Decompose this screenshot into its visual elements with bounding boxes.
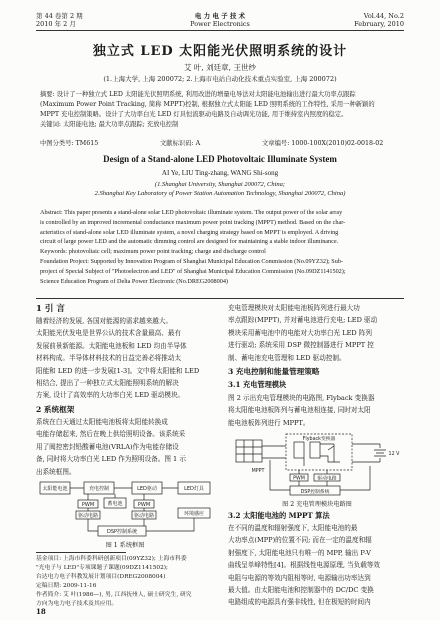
- keywords-cn: 关键词: 太阳能电池; 最大功率点跟踪; 充放电控制: [40, 121, 179, 128]
- footnotes: 基金项目: 上海市科委科研创新项目(09YZ32); 上海市科委 "光电子与 LED"专项课题子课题(09DZ1141502); 台达电力电子科教发展计划项目(DREG2008004) 定稿日期: 2009-11-16 作者简介: 艾 叶(1986—), 男, 江西抚州人, 硕士研究生, 研究 方向为电力电子技术及其应用。: [36, 556, 192, 607]
- fig1-dsp-label: DSP控制系统: [106, 529, 138, 535]
- paper-title-cn: 独立式 LED 太阳能光伏照明系统的设计: [92, 44, 348, 59]
- figure1-system-diagram: [38, 478, 214, 538]
- fig1-pwm2-label: PWM: [137, 502, 151, 508]
- authors-en: AI Ye, LIU Ting-zhang, WANG Shi-song: [161, 169, 279, 177]
- fig1-battery-label: 蓄电池: [107, 501, 123, 507]
- section2-text: 系统在白天通过太阳能电池板将太阳能转换成 电能存储起来, 然后在晚上供给照明设备。该系统采 用了阀控密封铅酸蓄电池(VRLA)作为电能存储设 备, 同时将大功率白光 LED 作为照明设备。图 1 示 出系统框图。: [36, 418, 186, 476]
- section3-title: 3 充电控制和能量管理策略: [228, 367, 320, 376]
- keywords-en: Keywords: photovoltaic cell; maximum power point tracking; charge and discharge control: [40, 248, 266, 256]
- fig2-pwm-label: PWM: [293, 476, 305, 482]
- fig2-mppt-label: MPPT: [251, 469, 265, 474]
- fig2-flyback-label: Flyback变换器: [302, 437, 336, 442]
- fig1-drive2-label: 驱动电路: [133, 513, 155, 519]
- abstract-rule: [36, 298, 404, 299]
- section1-text: 随着经济的发展, 各国对能源的需求越来越大。 太阳能光伏发电是世界公认的技术含量最高、最有 发展前景新能源。太阳能电池板和 LED 均由半导体 材料构成。半导体材料技术的日益完善必将推动太 阳能和 LED 的进一步发展[1-3]。文中将太阳能和 LED 相结合, 提出了一种独立式太阳能照明系统的解决 方案, 设计了高效率的大功率白光 LED 驱动模块。: [36, 317, 200, 400]
- authors-cn: 艾 叶, 刘廷章, 王世纱: [184, 63, 256, 72]
- right-intro-text: 充电管理模块对太阳能电池板阵列进行最大功 率点跟踪(MPPT), 并对蓄电池进行充电; LED 驱动 模块采用蓄电池中的电能对大功率白光 LED 阵列 进行驱动; 系统采用 DSP 微控制器进行 MPPT 控 制、蓄电池充电管理和 LED 驱动控制。: [228, 304, 378, 362]
- fig2-vout-label: 12 V: [388, 452, 400, 457]
- section32-title: 3.2 太阳能电池的 MPPT 算法: [228, 511, 330, 520]
- fig2-battery-icon: [374, 450, 386, 456]
- classification: 中图分类号: TM615: [40, 140, 99, 147]
- fig2-drive-label: 驱动电路: [317, 476, 337, 482]
- section32-text: 在不同的温度和辐射强度下, 太阳能电池的最 大功率点(MPP)的位置不同; 而在一定的温度和辐 射强度下, 太阳能电池只有唯一的 MPP, 输出 P-V 曲线呈单峰特性[4]。根据线性电源原理, 当负载等效 电阻与电源的等效内阻相等时, 电源输出功率达到 最大值。由太阳能电池和控制器中的 DC/DC 变换 电路组成的电源具有强非线性, 但在极短的时间内: [228, 524, 380, 607]
- journal-volume: Vol.44, No.2 February, 2010: [354, 12, 404, 28]
- fig2-dsp-label: DSP控制系统: [300, 490, 330, 495]
- header-rule: [36, 30, 404, 31]
- fig2-transformer-primary: [294, 442, 304, 458]
- affiliation-cn: (1.上海大学, 上海 200072; 2.上海市电站自动化技术重点实验室, 上海 200072): [103, 75, 337, 83]
- fig1-led-drive-label: LED驱动: [137, 486, 157, 492]
- doc-code: 文献标识码: A: [160, 140, 201, 147]
- fig1-drive1-label: 驱动电路: [77, 513, 99, 519]
- abstract-cn: 摘要: 设计了一种独立式 LED 太阳能光伏照明系统, 利用改进的增量电导法对太阳能电池输出进行最大功率点跟踪 (Maximum Power Point Tracking, 简称 MPPT)控制, 根据独立式太阳能 LED 照明系统的工作特性, 采用一种新颖的 MPPT 充电控制策略。设计了大功率白光 LED 灯具恒流驱动电路及自动调光功能, 用于维持室内照度的稳定。 关键词: 太阳能电池; 最大功率点跟踪; 充放电控制: [40, 90, 400, 130]
- fig1-pwm1-label: PWM: [81, 502, 95, 508]
- page-number: 18: [36, 607, 46, 616]
- fig1-solar-label: 太阳能电池: [42, 486, 68, 492]
- section1-title: 1 引 言: [36, 304, 65, 314]
- section31-title: 3.1 充电管理模块: [228, 380, 287, 389]
- figure1-caption: 图 1 系统框图: [105, 542, 145, 549]
- abstract-en: Abstract: This paper presents a stand-alone solar LED photovoltaic illuminate system. The output power of the solar array is controlled by an improved incremental conductance maximum power point tracking (MPPT) method. Based on the char- acteristics of stand-alone solar LED illuminate system, a novel charging strategy based on MPPT is employed. A driving circuit of large power LED and the automatic dimming control are designed for maintaining a stable indoor illuminance. Keywords: photovoltaic cell; maximum power point tracking; charge and discharge control Foundation Project: Supported by Innovation Program of Shanghai Municipal Education Commission (No.09YZ32); Sub- project of Special Subject of "Photoelectron and LED" of Shanghai Municipal Education Commission (No.09DZ1141502); Science Education Program of Delta Power Electronic (No.DREG2008004): [40, 208, 400, 286]
- fig1-env-label: 环境感应: [183, 511, 205, 517]
- fig2-output-wires: [352, 444, 380, 462]
- section2-title: 2 系统框架: [36, 405, 75, 414]
- figure2-charge-circuit: [230, 432, 406, 498]
- affiliation-en-2: 2.Shanghai Key Laboratory of Power Station Automation Technology, Shanghai 200072, China): [94, 190, 346, 197]
- journal-name: 电 力 电 子 技 术 Power Electronics: [190, 12, 250, 28]
- journal-issue: 第 44 卷第 2 期 2010 年 2 月: [36, 12, 83, 28]
- fig2-solar-panel-icon: [236, 440, 262, 462]
- affiliation-en-1: (1.Shanghai University, Shanghai 200072, China;: [154, 181, 286, 188]
- figure2-caption: 图 2 充电管理模块电路图: [282, 501, 352, 508]
- footnote-rule: [36, 552, 126, 553]
- article-id: 文章编号: 1000-100X(2010)02-0018-02: [262, 140, 384, 147]
- section31-text: 图 2 示出充电管理模块的电路图, Flyback 变换器 将太阳能电池板阵列与蓄电池相连接, 同时对太阳 能电池板阵列进行 MPPT。: [228, 394, 375, 427]
- fig1-charge-label: 充电控制: [88, 486, 110, 492]
- foundation-en: Foundation Project: Supported by Innovation Program of Shanghai Municipal Education Commission (No.09YZ32); Sub- project of Special Subject of "Photoelectron and LED" of Shanghai Municipal Education Commission (No.09DZ1141502); Science Education Program of Delta Power Electronic (No.DREG2008004): [40, 257, 346, 285]
- fig1-led-lamp-label: LED灯具: [184, 486, 204, 492]
- fig2-transformer-secondary: [310, 442, 320, 458]
- paper-title-en: Design of a Stand-alone LED Photovoltaic Illuminate System: [103, 154, 337, 164]
